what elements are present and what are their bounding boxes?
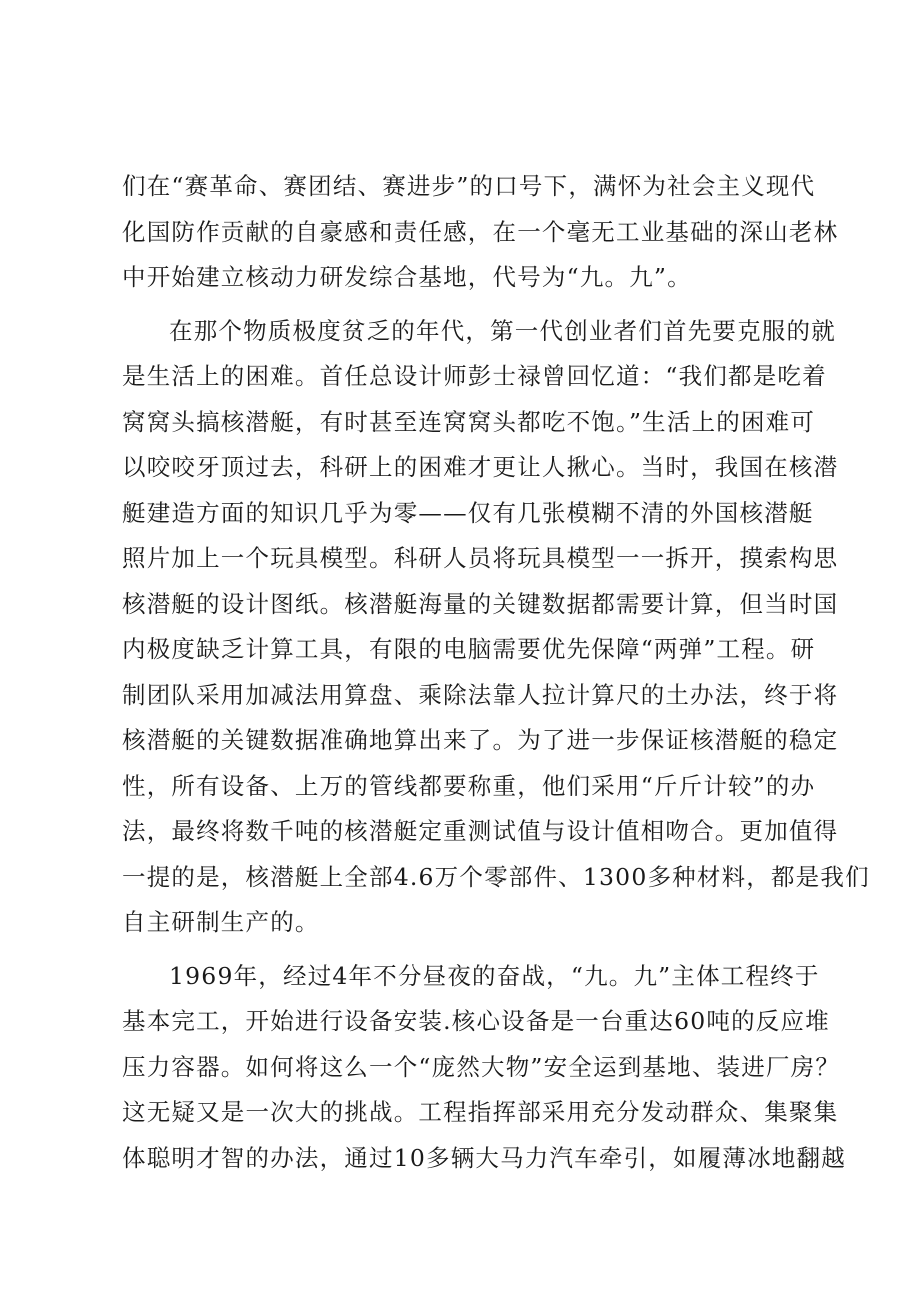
text-line: 在那个物质极度贫乏的年代，第一代创业者们首先要克服的就 xyxy=(169,316,836,345)
text-line: 窝窝头搞核潜艇，有时甚至连窝窝头都吃不饱。”生活上的困难可 xyxy=(122,407,816,436)
paragraph xyxy=(122,309,870,946)
document-body xyxy=(122,164,870,1181)
text-line: 一提的是，核潜艇上全部4.6万个零部件、1300多种材料，都是我们 xyxy=(122,862,870,891)
text-line: 艇建造方面的知识几乎为零——仅有几张模糊不清的外国核潜艇 xyxy=(122,498,814,527)
text-line: 核潜艇的设计图纸。核潜艇海量的关键数据都需要计算，但当时国 xyxy=(122,589,839,618)
text-line: 内极度缺乏计算工具，有限的电脑需要优先保障“两弹”工程。研 xyxy=(122,635,816,663)
text-line: 基本完工，开始进行设备安装.核心设备是一台重达60吨的反应堆 xyxy=(122,1007,830,1035)
text-line: 这无疑又是一次大的挑战。工程指挥部采用充分发动群众、集聚集 xyxy=(122,1098,839,1126)
text-line: 制团队采用加减法用算盘、乘除法靠人拉计算尺的土办法，终于将 xyxy=(122,680,839,709)
text-line: 自主研制生产的。 xyxy=(122,908,320,936)
text-line: 法，最终将数千吨的核潜艇定重测试值与设计值相吻合。更加值得 xyxy=(122,817,839,845)
text-line: 1969年，经过4年不分昼夜的奋战，“九。九”主体工程终于 xyxy=(169,961,820,990)
paragraph xyxy=(122,164,839,301)
text-line: 体聪明才智的办法，通过10多辆大马力汽车牵引，如履薄冰地翻越 xyxy=(122,1143,846,1172)
text-line: 是生活上的困难。首任总设计师彭士禄曾回忆道：“我们都是吃着 xyxy=(122,362,827,390)
text-line: 以咬咬牙顶过去，科研上的困难才更让人揪心。当时，我国在核潜 xyxy=(122,453,839,481)
text-line: 性，所有设备、上万的管线都要称重，他们采用“斤斤计较”的办 xyxy=(122,771,816,800)
text-line: 核潜艇的关键数据准确地算出来了。为了进一步保证核潜艇的稳定 xyxy=(122,726,839,754)
paragraph xyxy=(122,954,846,1182)
text-line: 们在“赛革命、赛团结、赛进步”的口号下，满怀为社会主义现代 xyxy=(122,172,816,200)
text-line: 照片加上一个玩具模型。科研人员将玩具模型一一拆开，摸索构思 xyxy=(122,544,839,572)
text-line: 中开始建立核动力研发综合基地，代号为“九。九”。 xyxy=(122,263,692,291)
text-line: 化国防作贡献的自豪感和责任感，在一个毫无工业基础的深山老林 xyxy=(122,217,839,246)
text-line: 压力容器。如何将这么一个“庞然大物”安全运到基地、装进厂房？ xyxy=(122,1052,841,1081)
